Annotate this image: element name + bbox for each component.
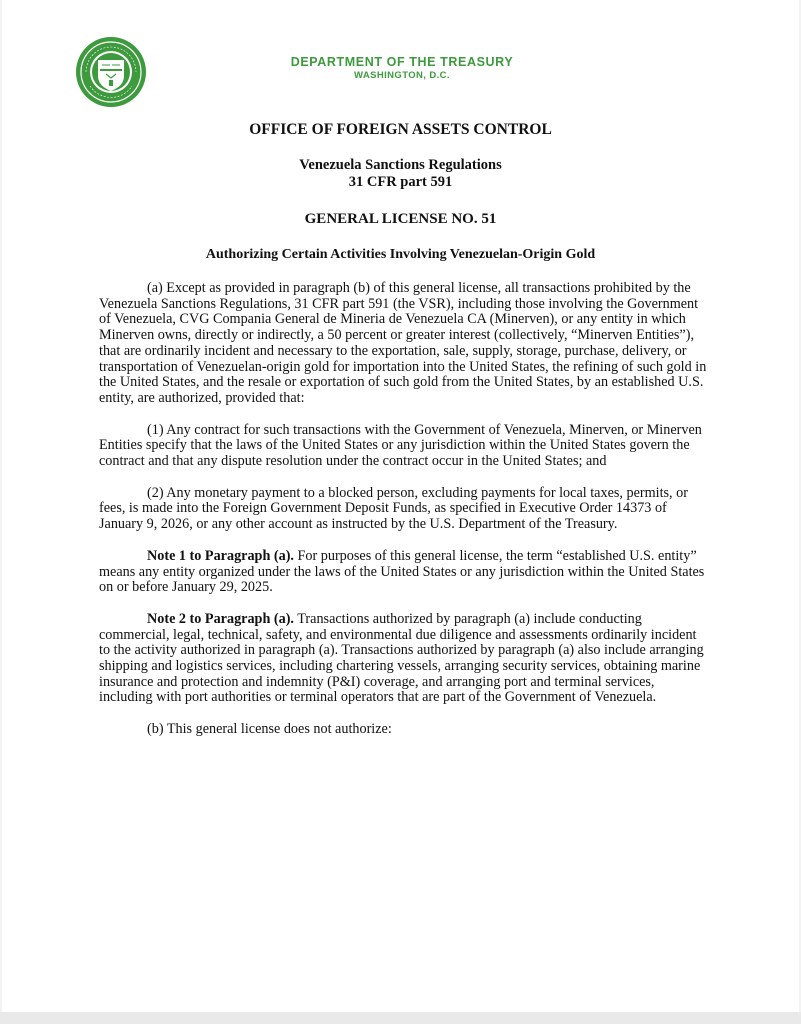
license-number: GENERAL LICENSE NO. 51 <box>304 211 497 227</box>
paragraph-a-1: (1) Any contract for such transactions with the Government of Venezuela, Minerven, or Minerven Entities specify that the laws of the United States or any jurisdiction within the United States govern the contract and that any dispute resolution under the contract occur in the United States; and <box>99 421 702 470</box>
note-2-text: Transactions authorized by paragraph (a) include conducting commercial, legal, technical, safety, and environmental due diligence and assessments ordinarily incident to the activity authorized in paragraph (a). Transactions authorized by paragraph (a) also include arranging shipping and logistics services, including chartering vessels, arranging security services, obtaining marine insurance and protection and indemnity (P&I) coverage, and arranging port and terminal services, including with port authorities or terminal operators that are part of the Government of Venezuela. <box>99 610 704 706</box>
note-1 <box>99 549 707 596</box>
treasury-seal-icon <box>74 36 148 108</box>
viewer-bottom-edge <box>0 1012 801 1024</box>
license-subject: Authorizing Certain Activities Involving Venezuelan-Origin Gold <box>205 247 596 262</box>
regulations-title: Venezuela Sanctions Regulations <box>299 157 502 173</box>
regulations-cite: 31 CFR part 591 <box>348 174 453 190</box>
note-1-text: For purposes of this general license, the term “established U.S. entity” means any entity organized under the laws of the United States or any jurisdiction within the United States on or before January 29, 2025. <box>99 547 705 596</box>
license-body <box>99 281 707 754</box>
note-2 <box>99 612 707 706</box>
paragraph-a-2: (2) Any monetary payment to a blocked person, excluding payments for local taxes, permits, or fees, is made into the Foreign Government Deposit Funds, as specified in Executive Order 14373 of January 9, 2026, or any other account as instructed by the U.S. Department of the Treasury. <box>99 484 688 533</box>
letterhead <box>242 55 562 81</box>
paragraph-b: (b) This general license does not authorize: <box>147 721 392 738</box>
document-page <box>2 0 799 1012</box>
regulations-heading <box>2 157 799 191</box>
note-1-label: Note 1 to Paragraph (a). <box>147 547 294 564</box>
department-city: WASHINGTON, D.C. <box>354 70 450 81</box>
note-2-label: Note 2 to Paragraph (a). <box>147 610 294 627</box>
office-heading: OFFICE OF FOREIGN ASSETS CONTROL <box>249 121 552 138</box>
paragraph-a: (a) Except as provided in paragraph (b) of this general license, all transactions prohibited by the Venezuela Sanctions Regulations, 31 CFR part 591 (the VSR), including those involving the Government of Venezuela, CVG Compania General de Mineria de Venezuela CA (Minerven), or any entity in which Minerven owns, directly or indirectly, a 50 percent or greater interest (collectively, “Minerven Entities”), that are ordinarily incident and necessary to the exportation, sale, supply, storage, purchase, delivery, or transportation of Venezuelan-origin gold for importation into the United States, the refining of such gold in the United States, and the resale or exportation of such gold from the United States, by an established U.S. entity, are authorized, provided that: <box>99 280 707 406</box>
department-name: DEPARTMENT OF THE TREASURY <box>290 55 514 69</box>
